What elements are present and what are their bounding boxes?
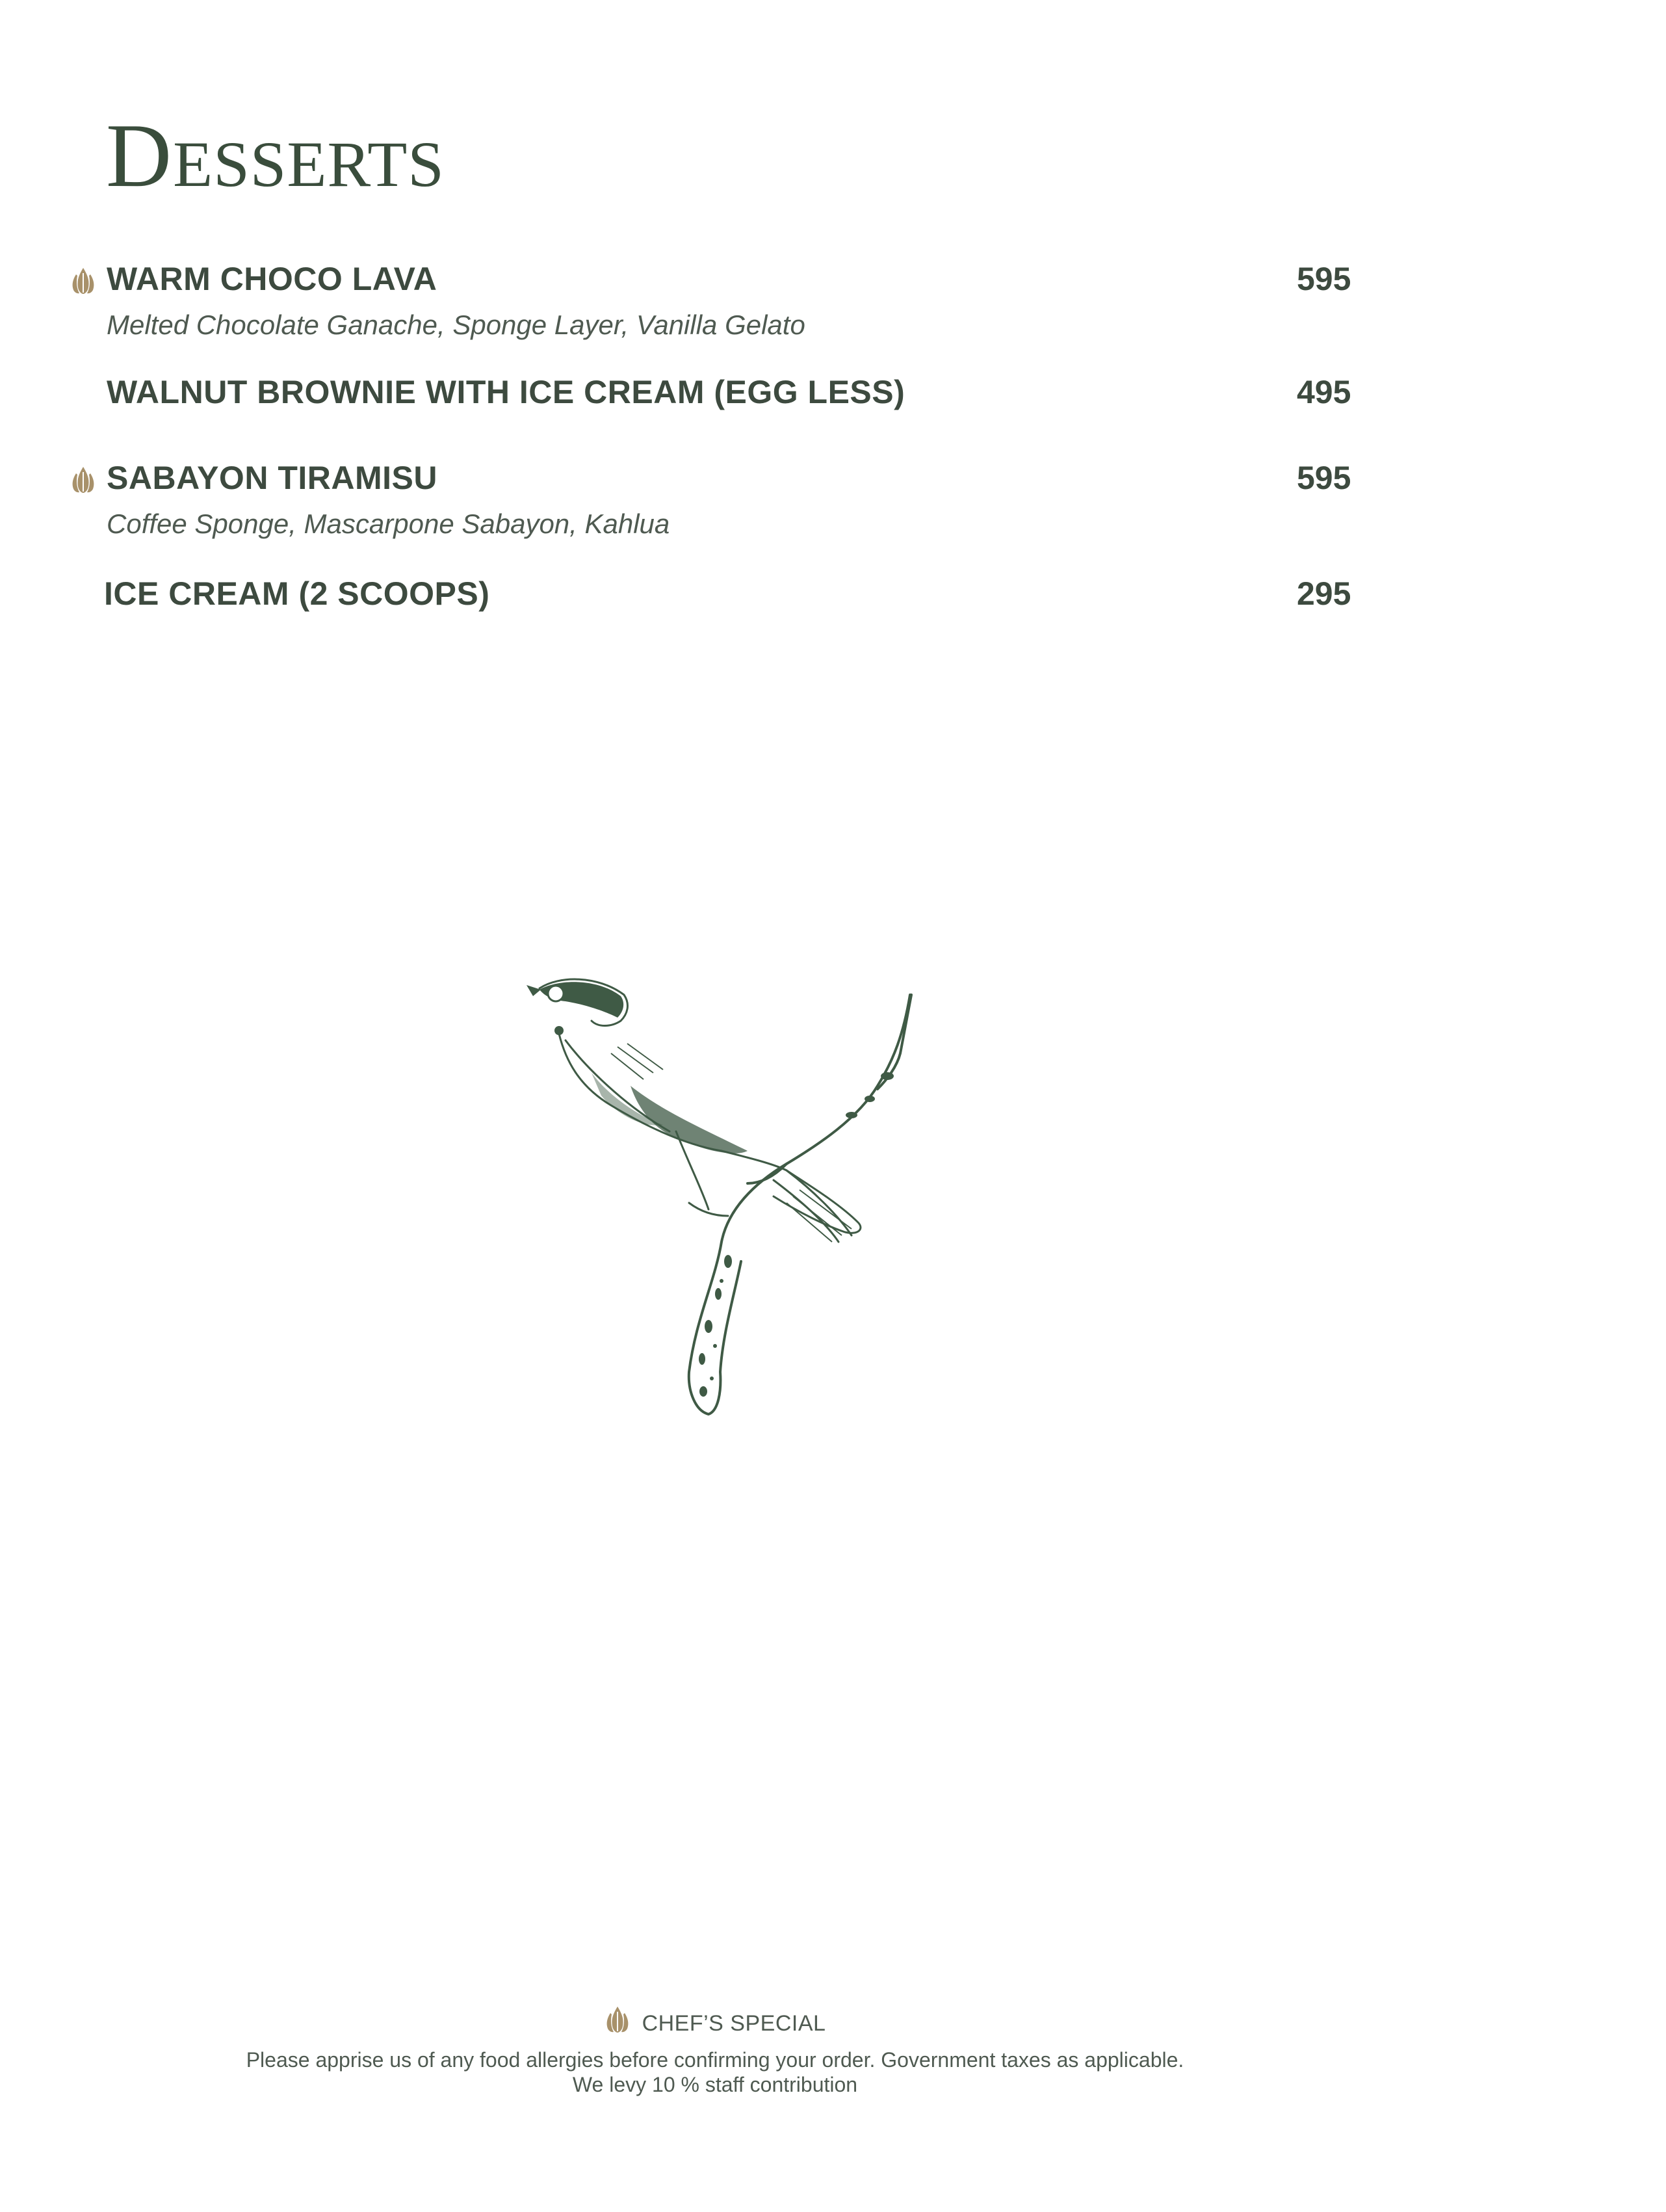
chefs-special-icon [70, 267, 96, 295]
item-price: 295 [1297, 575, 1351, 612]
chefs-special-legend [0, 2009, 1430, 2038]
allergy-note: Please apprise us of any food allergies before confirming your order. Government taxes as applicable. [246, 2048, 1184, 2072]
item-price: 595 [1297, 460, 1351, 496]
item-price: 495 [1297, 374, 1351, 410]
bird-on-branch-illustration [514, 956, 930, 1450]
item-description: Melted Chocolate Ganache, Sponge Layer, Vanilla Gelato [107, 309, 805, 340]
chefs-special-icon [605, 2005, 631, 2034]
page-title [106, 105, 445, 206]
chefs-special-icon [70, 466, 96, 494]
item-name: WALNUT BROWNIE WITH ICE CREAM (EGG LESS) [107, 374, 905, 410]
page-title-rest: ESSERTS [173, 128, 445, 200]
item-name: SABAYON TIRAMISU [107, 460, 437, 496]
item-name: ICE CREAM (2 SCOOPS) [104, 575, 490, 612]
item-description: Coffee Sponge, Mascarpone Sabayon, Kahlua [107, 508, 670, 539]
item-name: WARM CHOCO LAVA [107, 261, 437, 297]
page-title-initial: D [106, 105, 174, 206]
staff-contribution-note: We levy 10 % staff contribution [572, 2073, 858, 2096]
chefs-special-label: CHEF’S SPECIAL [642, 2010, 826, 2036]
item-price: 595 [1297, 261, 1351, 297]
